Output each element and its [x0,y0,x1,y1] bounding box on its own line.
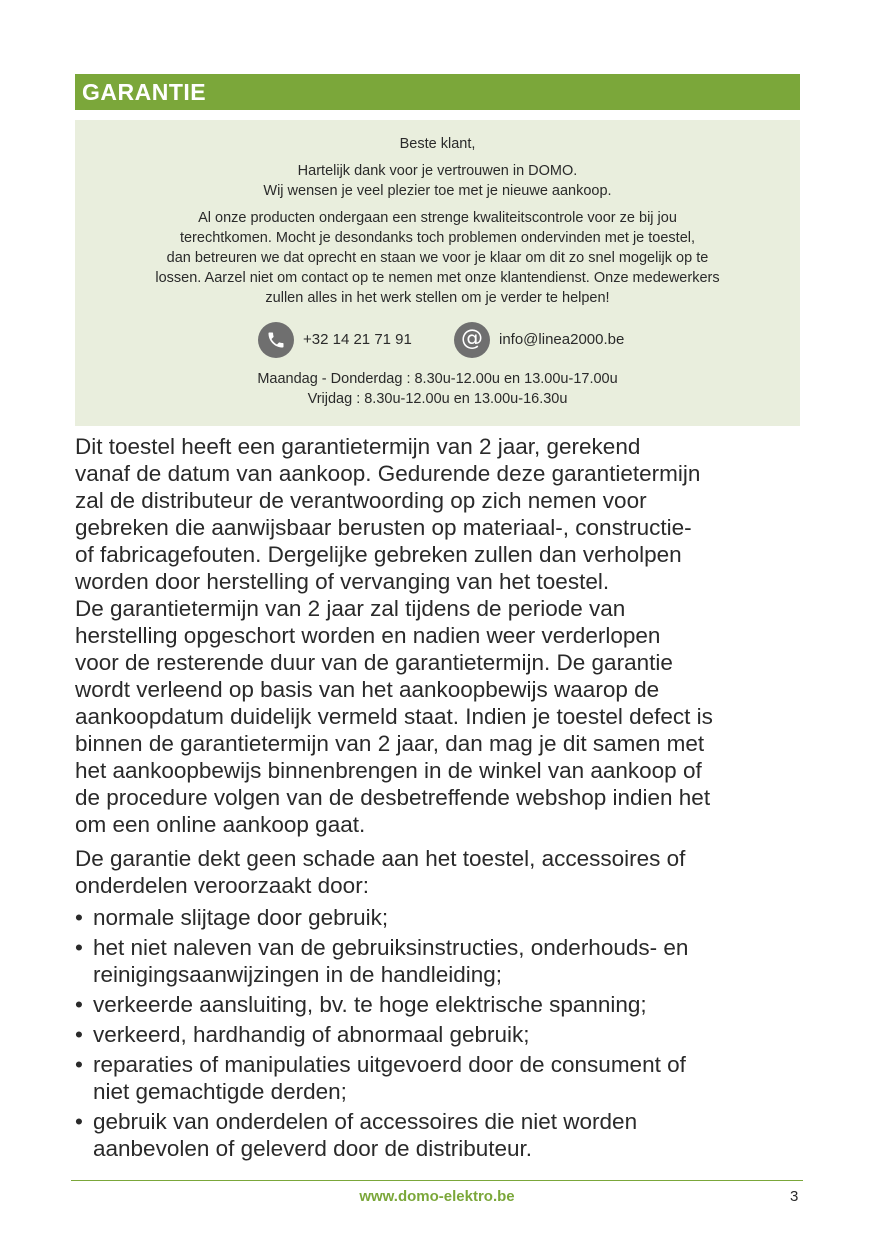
text-line: Dit toestel heeft een garantietermijn van 2 jaar, gerekend [75,434,641,459]
text-line: om een online aankoop gaat. [75,812,366,837]
at-sign-icon [454,322,490,358]
bullet-icon: • [75,935,83,960]
list-item [75,1051,805,1105]
email-contact[interactable] [454,322,624,358]
warranty-body [75,433,805,1165]
footer-divider [71,1180,803,1181]
text-line: onderdelen veroorzaakt door: [75,873,369,898]
thanks-line: Wij wensen je veel plezier toe met je nieuwe aankoop. [263,183,612,199]
quality-line: dan betreuren we dat oprecht en staan we voor je klaar om dit zo snel mogelijk op te [166,250,709,266]
list-item [75,1021,805,1048]
text-line: zal de distributeur de verantwoording op zich nemen voor [75,488,647,513]
page-number: 3 [790,1188,799,1205]
list-item-text: aanbevolen of geleverd door de distributeur. [93,1136,533,1161]
list-item [75,904,805,931]
phone-contact[interactable] [258,322,412,358]
section-header [75,74,800,110]
quality-text [95,208,780,308]
email-address: info@linea2000.be [499,331,625,348]
warranty-paragraph-2 [75,595,805,838]
section-title: GARANTIE [82,78,207,105]
list-item-text: niet gemachtigde derden; [93,1079,347,1104]
text-line: worden door herstelling of vervanging van het toestel. [75,569,610,594]
opening-hours [75,369,800,409]
bullet-icon: • [75,905,83,930]
list-item-text: gebruik van onderdelen of accessoires die niet worden [93,1109,638,1134]
list-item [75,1108,805,1162]
list-item [75,934,805,988]
text-line: De garantietermijn van 2 jaar zal tijdens de periode van [75,596,626,621]
hours-line: Vrijdag : 8.30u-12.00u en 13.00u-16.30u [307,391,568,407]
list-item-text: verkeerde aansluiting, bv. te hoge elektrische spanning; [93,992,647,1017]
phone-icon [258,322,294,358]
list-item-text: het niet naleven van de gebruiksinstructies, onderhouds- en [93,935,689,960]
contact-row [75,322,800,358]
text-line: binnen de garantietermijn van 2 jaar, dan mag je dit samen met [75,731,705,756]
list-item-text: reparaties of manipulaties uitgevoerd door de consument of [93,1052,686,1077]
quality-line: lossen. Aarzel niet om contact op te nemen met onze klantendienst. Onze medewerkers [155,270,720,286]
list-item-text: verkeerd, hardhandig of abnormaal gebruik; [93,1022,530,1047]
list-item-text: normale slijtage door gebruik; [93,905,389,930]
list-item-text: reinigingsaanwijzingen in de handleiding; [93,962,503,987]
text-line: herstelling opgeschort worden en nadien weer verderlopen [75,623,661,648]
text-line: het aankoopbewijs binnenbrengen in de winkel van aankoop of [75,758,702,783]
quality-line: Al onze producten ondergaan een strenge kwaliteitscontrole voor ze bij jou [198,210,677,226]
bullet-icon: • [75,1052,83,1077]
greeting-text: Beste klant, [399,136,476,152]
thanks-text [75,161,800,201]
exclusions-list [75,904,805,1162]
at-symbol: @ [461,326,483,351]
footer-website-link[interactable]: www.domo-elektro.be [359,1188,515,1205]
text-line: aankoopdatum duidelijk vermeld staat. Indien je toestel defect is [75,704,713,729]
text-line: vanaf de datum van aankoop. Gedurende deze garantietermijn [75,461,701,486]
phone-number: +32 14 21 71 91 [303,331,412,348]
list-item [75,991,805,1018]
text-line: de procedure volgen van de desbetreffende webshop indien het [75,785,711,810]
text-line: of fabricagefouten. Dergelijke gebreken zullen dan verholpen [75,542,682,567]
bullet-icon: • [75,992,83,1017]
hours-line: Maandag - Donderdag : 8.30u-12.00u en 13.00u-17.00u [257,371,618,387]
text-line: gebreken die aanwijsbaar berusten op materiaal-, constructie- [75,515,692,540]
text-line: De garantie dekt geen schade aan het toestel, accessoires of [75,846,686,871]
quality-line: zullen alles in het werk stellen om je verder te helpen! [265,290,610,306]
bullet-icon: • [75,1109,83,1134]
quality-line: terechtkomen. Mocht je desondanks toch problemen ondervinden met je toestel, [179,230,696,246]
thanks-line: Hartelijk dank voor je vertrouwen in DOMO. [297,163,578,179]
text-line: wordt verleend op basis van het aankoopbewijs waarop de [75,677,660,702]
warranty-paragraph-1 [75,433,805,595]
customer-service-box [75,120,800,426]
bullet-icon: • [75,1022,83,1047]
text-line: voor de resterende duur van de garantietermijn. De garantie [75,650,673,675]
warranty-paragraph-3 [75,845,805,899]
